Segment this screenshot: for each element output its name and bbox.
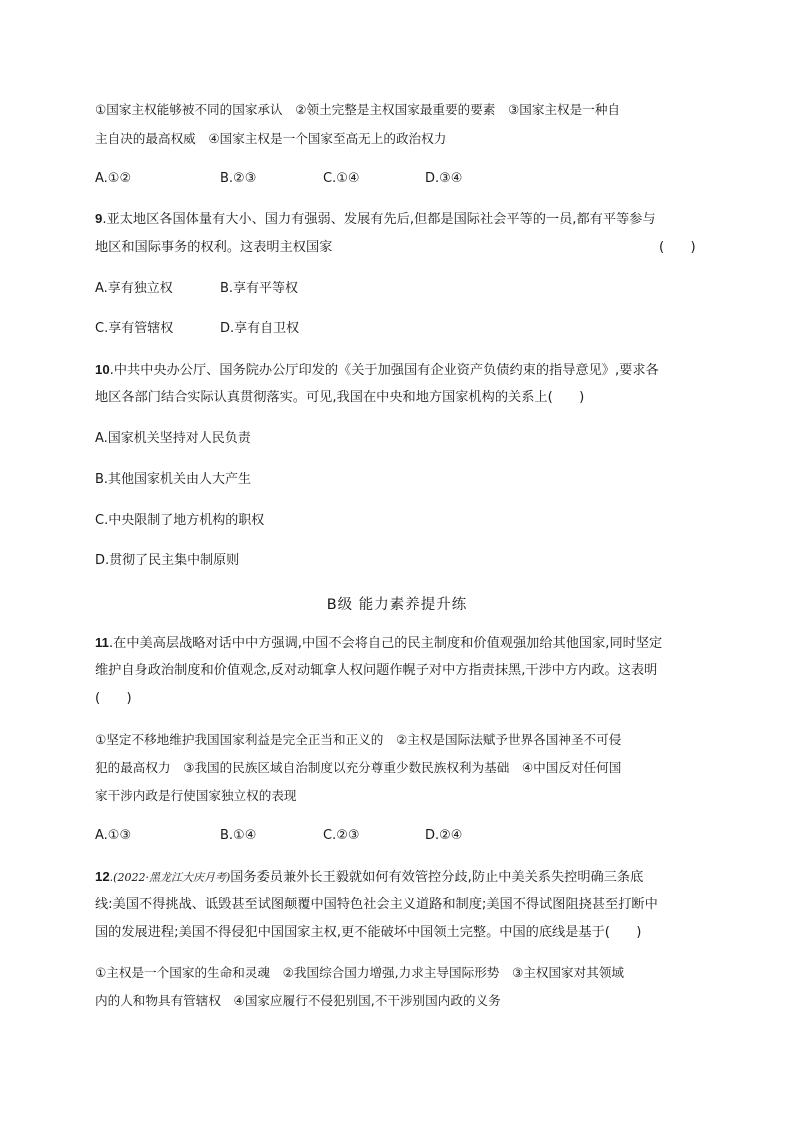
q11-answer-blank[interactable]: ( ) (95, 691, 132, 706)
q11-statement-line: 家干涉内政是行使国家独立权的表现 (95, 788, 297, 803)
q12-stem-line: 线:美国不得挑战、诋毁甚至试图颠覆中国特色社会主义道路和制度;美国不得试图阻挠甚至打断中 (95, 897, 658, 912)
q11-option-d[interactable]: D.②④ (425, 828, 463, 843)
q8-option-d[interactable]: D.③④ (425, 171, 463, 186)
q11-stem-line (95, 634, 662, 653)
q10-stem-line (95, 361, 659, 380)
q11-statement-line: 犯的最高权力 ③我国的民族区域自治制度以充分尊重少数民族权利为基础 ④中国反对任何国 (95, 760, 622, 775)
q9-answer-blank[interactable]: ( ) (659, 240, 696, 255)
q9-option-b[interactable]: B.享有平等权 (220, 281, 299, 296)
q9-stem-text: .亚太地区各国体量有大小、国力有强弱、发展有先后,但都是国际社会平等的一员,都有平等参与 (102, 212, 656, 227)
q11-option-c[interactable]: C.②③ (323, 828, 360, 843)
q12-source: .(2022·黑龙江大庆月考) (109, 871, 231, 884)
q12-statement-line: 内的人和物具有管辖权 ④国家应履行不侵犯别国,不干涉别国内政的义务 (95, 993, 501, 1008)
q11-stem-line: 维护自身政治制度和价值观念,反对动辄拿人权问题作幌子对中方指责抹黑,干涉中方内政。这表明 (95, 663, 658, 678)
q8-option-b[interactable]: B.②③ (220, 171, 257, 186)
q12-stem-text: 国务委员兼外长王毅就如何有效管控分歧,防止中美关系失控明确三条底 (230, 870, 644, 885)
q10-stem-text: .中共中央办公厅、国务院办公厅印发的《关于加强国有企业资产负债约束的指导意见》,要求各 (109, 363, 659, 378)
q10-option-d[interactable]: D.贯彻了民主集中制原则 (95, 553, 240, 568)
q10-option-c[interactable]: C.中央限制了地方机构的职权 (95, 513, 265, 528)
q9-stem-line (95, 210, 656, 229)
q8-option-a[interactable]: A.①② (95, 171, 132, 186)
q10-stem-line: 地区各部门结合实际认真贯彻落实。可见,我国在中央和地方国家机构的关系上( ) (95, 390, 585, 405)
q11-option-b[interactable]: B.①④ (220, 828, 257, 843)
q12-stem-line (95, 868, 643, 887)
q12-stem-line: 国的发展进程;美国不得侵犯中国国家主权,更不能破坏中国领土完整。中国的底线是基于( ) (95, 925, 642, 940)
q10-number: 10 (95, 362, 110, 377)
q9-number: 9 (95, 211, 103, 226)
q11-stem-text: .在中美高层战略对话中中方强调,中国不会将自己的民主制度和价值观强加给其他国家,同时坚定 (108, 636, 663, 651)
q9-stem-line: 地区和国际事务的权利。这表明主权国家 (95, 240, 333, 255)
q9-option-a[interactable]: A.享有独立权 (95, 281, 173, 296)
q12-number: 12 (95, 869, 110, 884)
q8-option-c[interactable]: C.①④ (323, 171, 360, 186)
section-heading: B级 能力素养提升练 (326, 597, 468, 613)
q9-option-c[interactable]: C.享有管辖权 (95, 321, 174, 336)
q10-option-b[interactable]: B.其他国家机关由人大产生 (95, 472, 252, 487)
q11-number: 11 (95, 635, 109, 650)
q11-statement-line: ①坚定不移地维护我国国家利益是完全正当和正义的 ②主权是国际法赋予世界各国神圣不可侵 (95, 732, 622, 747)
q11-option-a[interactable]: A.①③ (95, 828, 132, 843)
q9-option-d[interactable]: D.享有自卫权 (220, 321, 300, 336)
q10-option-a[interactable]: A.国家机关坚持对人民负责 (95, 431, 251, 446)
q12-statement-line: ①主权是一个国家的生命和灵魂 ②我国综合国力增强,力求主导国际形势 ③主权国家对其领域 (95, 965, 625, 980)
q8-statement-line: 主自决的最高权威 ④国家主权是一个国家至高无上的政治权力 (95, 131, 447, 146)
q8-statement-line: ①国家主权能够被不同的国家承认 ②领土完整是主权国家最重要的要素 ③国家主权是一种自 (95, 102, 621, 117)
